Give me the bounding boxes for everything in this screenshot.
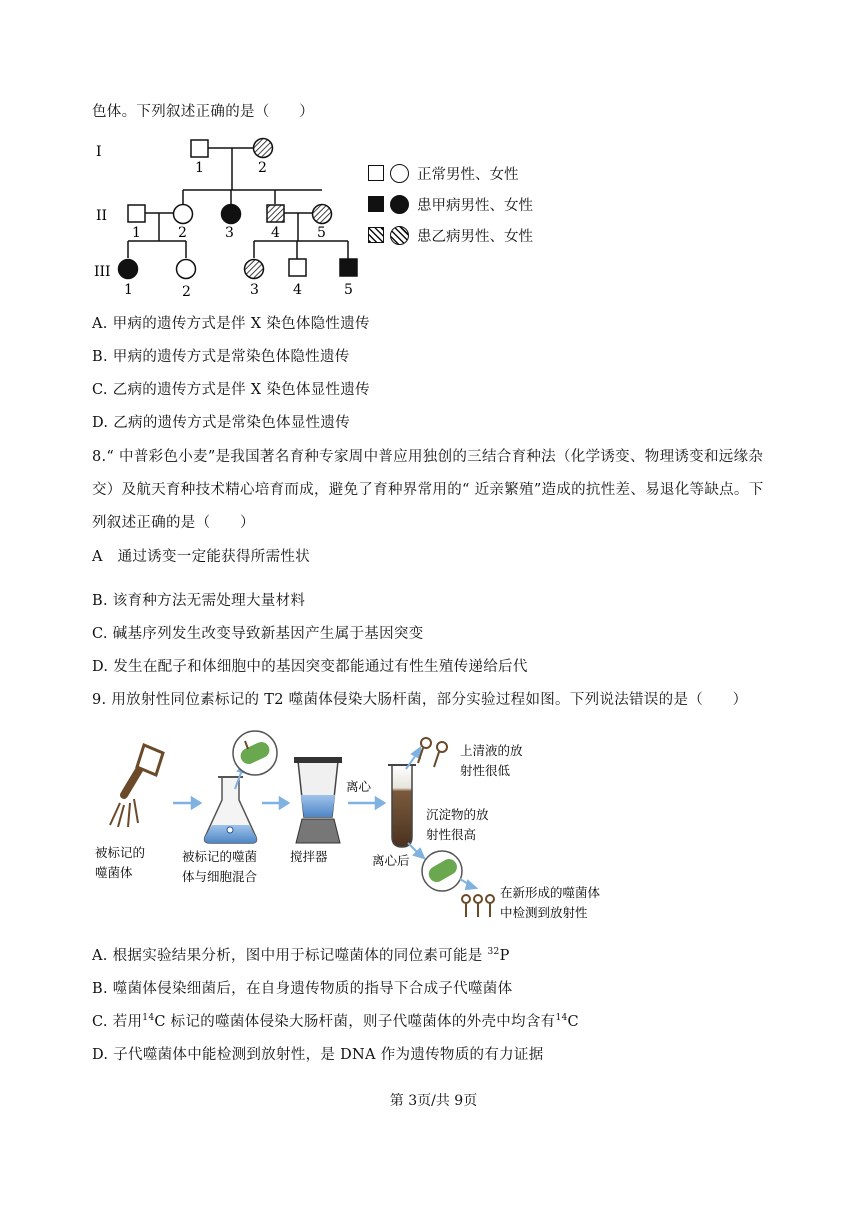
after-centrifuge-caption: 离心后 [372, 853, 410, 868]
legend-disease-b [368, 224, 533, 246]
new-phages-icon [462, 895, 494, 917]
labeled-phage-caption-2: 噬菌体 [95, 865, 133, 880]
gen-label-2: II [96, 208, 108, 224]
q7-option-a: A. 甲病的遗传方式是伴 X 染色体隐性遗传 [92, 316, 370, 332]
q9-option-c-superscript-1: 14 [142, 1013, 155, 1024]
blender-icon [294, 757, 342, 843]
legend-disease-a-text: 患甲病男性、女性 [417, 197, 533, 214]
supernatant-caption-1: 上清液的放 [460, 743, 523, 758]
II-1-normal-male [128, 205, 145, 222]
q9-option-d: D. 子代噬菌体中能检测到放射性，是 DNA 作为遗传物质的有力证据 [92, 1047, 544, 1063]
q9-option-a-superscript: 32 [487, 947, 500, 958]
III-2-normal-female [177, 260, 196, 279]
arrow-right-icon [173, 798, 200, 808]
q9-option-c [92, 1010, 579, 1031]
q9-option-c-pre: C. 若用 [92, 1014, 143, 1030]
III-3-disease-b-female [245, 260, 264, 279]
centrifuge-tube-icon [388, 765, 416, 847]
q8-stem-line-2: 交）及航天育种技术精心培育而成，避免了育种界常用的“ 近亲繁殖”造成的抗性差、易退化等缺点。下 [92, 482, 764, 498]
q9-option-a [92, 944, 510, 965]
II-5-label: 5 [317, 225, 326, 241]
II-5-disease-b-female [313, 205, 332, 224]
III-4-normal-male [289, 259, 306, 276]
III-1-disease-a-female [119, 260, 138, 279]
legend-disease-b-male-symbol [368, 227, 384, 243]
blender-caption: 搅拌器 [290, 849, 328, 864]
legend-disease-b-text: 患乙病男性、女性 [417, 228, 533, 245]
phage-pair-icon [418, 738, 447, 767]
page-number-footer: 第 3页/共 9页 [389, 1093, 478, 1109]
gen-label-1: I [96, 144, 102, 160]
new-phage-caption-1: 在新形成的噬菌体 [500, 885, 601, 900]
II-2-normal-female [174, 205, 193, 224]
q8-option-c: C. 碱基序列发生改变导致新基因产生属于基因突变 [92, 626, 424, 642]
mix-caption-2: 体与细胞混合 [182, 869, 258, 884]
I-2-label: 2 [258, 160, 267, 176]
legend-normal-female-symbol [390, 164, 409, 183]
q9-option-b: B. 噬菌体侵染细菌后，在自身遗传物质的指导下合成子代噬菌体 [92, 981, 513, 997]
q8-option-a: A 通过诱变一定能获得所需性状 [92, 549, 310, 565]
q9-option-a-end: P [499, 948, 510, 964]
II-1-label: 1 [132, 225, 141, 241]
q9-option-a-text: A. 根据实验结果分析，图中用于标记噬菌体的同位素可能是 [92, 948, 488, 964]
II-3-disease-a-female [222, 205, 241, 224]
q7-intro: 色体。下列叙述正确的是（ ） [92, 104, 314, 120]
q9-stem: 9. 用放射性同位素标记的 T2 噬菌体侵染大肠杆菌，部分实验过程如图。下列说法错误的是（ ） [92, 692, 748, 708]
mix-caption-1: 被标记的噬菌 [182, 849, 258, 864]
legend-normal-male-symbol [368, 165, 384, 181]
q7-option-b: B. 甲病的遗传方式是常染色体隐性遗传 [92, 349, 350, 365]
labeled-phage-caption-1: 被标记的 [95, 845, 146, 860]
legend-disease-a [368, 193, 533, 215]
q7-option-d: D. 乙病的遗传方式是常染色体显性遗传 [92, 415, 351, 431]
erlenmeyer-flask-icon [205, 777, 257, 843]
II-2-label: 2 [178, 225, 187, 241]
II-3-label: 3 [225, 225, 234, 241]
sediment-caption-1: 沉淀物的放 [426, 807, 489, 822]
phage-experiment-figure [90, 725, 601, 925]
gen-label-3: III [94, 264, 111, 280]
II-4-disease-b-male [267, 205, 284, 222]
III-2-label: 2 [182, 284, 191, 300]
legend-normal [368, 162, 519, 184]
q8-option-d: D. 发生在配子和体细胞中的基因突变都能通过有性生殖传递给后代 [92, 659, 528, 675]
q8-stem-line-3: 列叙述正确的是（ ） [92, 515, 255, 531]
legend-disease-b-female-symbol [390, 226, 409, 245]
I-1-normal-male [191, 140, 208, 157]
legend-disease-a-male-symbol [368, 196, 384, 212]
q9-option-c-end: C [567, 1014, 579, 1030]
q8-option-b: B. 该育种方法无需处理大量材料 [92, 593, 306, 609]
zoom-arrow-icon [408, 843, 424, 858]
new-phage-caption-2: 中检测到放射性 [500, 905, 588, 920]
III-5-label: 5 [344, 282, 353, 298]
q9-option-c-superscript-2: 14 [555, 1013, 568, 1024]
I-2-disease-b-female [254, 139, 273, 158]
centrifuge-arrow-label: 离心 [346, 779, 372, 794]
legend-disease-a-female-symbol [390, 195, 409, 214]
legend-normal-text: 正常男性、女性 [417, 166, 519, 183]
sediment-caption-2: 射性很高 [426, 827, 477, 842]
III-3-label: 3 [250, 282, 259, 298]
III-4-label: 4 [293, 282, 302, 298]
arrow-right-icon [348, 798, 384, 808]
q9-option-c-mid: C 标记的噬菌体侵染大肠杆菌，则子代噬菌体的外壳中均含有 [154, 1014, 556, 1030]
arrow-right-icon [262, 798, 288, 808]
bacterium-inset-icon [233, 731, 277, 775]
pedigree-chart [90, 130, 370, 305]
q8-stem-line-1: 8.“ 中普彩色小麦”是我国著名育种专家周中普应用独创的三结合育种法（化学诱变、物理诱变和远缘杂 [92, 449, 764, 465]
supernatant-caption-2: 射性很低 [460, 763, 511, 778]
I-1-label: 1 [195, 160, 204, 176]
infected-bacterium-icon [422, 851, 462, 891]
labeled-phage-icon [110, 745, 163, 827]
III-1-label: 1 [124, 282, 133, 298]
arrow-down-right-icon [460, 879, 476, 889]
q7-option-c: C. 乙病的遗传方式是伴 X 染色体显性遗传 [92, 382, 370, 398]
III-5-disease-a-male [340, 259, 357, 276]
II-4-label: 4 [271, 225, 280, 241]
